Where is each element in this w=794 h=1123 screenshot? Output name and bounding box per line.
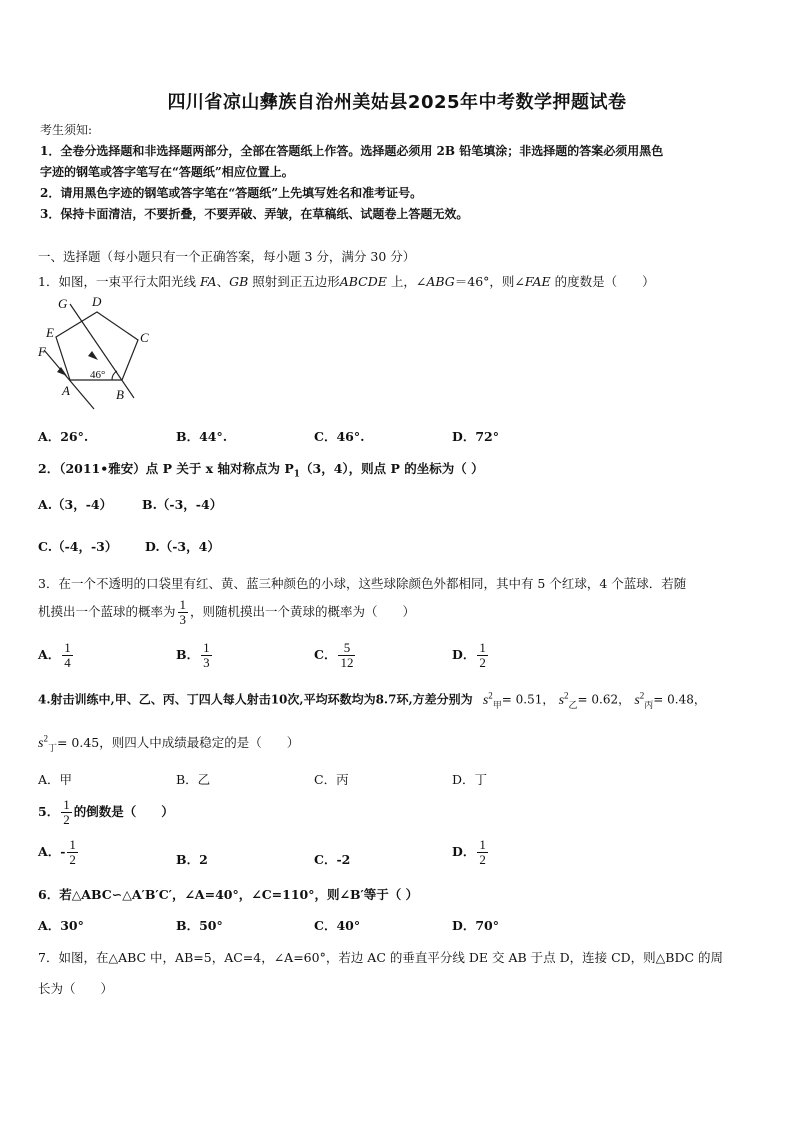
q2-option-c: C.（-4，-3） bbox=[38, 539, 118, 554]
label-e: E bbox=[46, 325, 54, 340]
notice-item-1-cont: 字迹的钢笔或答字笔写在“答题纸”相应位置上。 bbox=[40, 165, 294, 179]
notice-item-3: 3．保持卡面清洁，不要折叠，不要弄破、弄皱，在草稿纸、试题卷上答题无效。 bbox=[40, 207, 469, 221]
q4-option-a: A．甲 bbox=[38, 772, 73, 787]
q5-option-a: A．- $\frac{1}{2}$ bbox=[38, 837, 76, 867]
q3-option-d: D． $\frac{1}{2}$ bbox=[452, 640, 486, 670]
q6-option-c: C．40° bbox=[314, 918, 361, 933]
fraction: $\frac{1}{2}$ bbox=[69, 837, 76, 867]
section-heading: 一、选择题（每小题只有一个正确答案，每小题 3 分，满分 30 分） bbox=[38, 249, 416, 264]
fraction: $\frac{1}{2}$ bbox=[479, 640, 486, 670]
q1-option-a: A．26°. bbox=[38, 429, 89, 444]
fraction: $\frac{1}{2}$ bbox=[63, 797, 70, 827]
pentagon-figure bbox=[30, 292, 160, 412]
q4-option-c: C．丙 bbox=[314, 772, 349, 787]
question-1-stem: 1．如图，一束平行太阳光线 FA、GB 照射到正五边形ABCDE 上，∠ABG＝46°，则∠FAE 的度数是（ ） bbox=[38, 274, 655, 289]
q6-option-d: D．70° bbox=[452, 918, 499, 933]
question-2-stem: 2．（2011•雅安）点 P 关于 x 轴对称点为 $P_1(3$，4），则点 P 的坐标为（ ） bbox=[38, 461, 484, 480]
ray-gb bbox=[70, 304, 134, 398]
q3-option-c: C． $\frac{5}{12}$ bbox=[314, 640, 354, 670]
q1-option-b: B．44°. bbox=[176, 429, 228, 444]
question-7-line-2: 长为（ ） bbox=[38, 981, 114, 996]
page-title: 四川省凉山彝族自治州美姑县2025年中考数学押题试卷 bbox=[167, 92, 627, 113]
notice-heading: 考生须知: bbox=[40, 123, 93, 137]
q4-option-b: B．乙 bbox=[176, 772, 211, 787]
q3-option-a: A． $\frac{1}{4}$ bbox=[38, 640, 71, 670]
q1-option-c: C．46°. bbox=[314, 429, 365, 444]
q4-option-d: D．丁 bbox=[452, 772, 488, 787]
notice-item-1: 1．全卷分选择题和非选择题两部分，全部在答题纸上作答。选择题必须用 2B 铅笔填涂；非选择题的答案必须用黑色 bbox=[40, 144, 664, 158]
q6-option-a: A．30° bbox=[38, 918, 84, 933]
q3-option-b: B． $\frac{1}{3}$ bbox=[176, 640, 210, 670]
arrow-g bbox=[88, 351, 98, 360]
q2-option-b: B.（-3，-4） bbox=[142, 497, 223, 512]
label-angle: 46° bbox=[90, 369, 106, 381]
label-a: A bbox=[62, 383, 70, 398]
question-4-line-1: 4.射击训练中,甲、乙、丙、丁四人每人射击10次,平均环数均为8.7环,方差分别为 $s^2_甲= 0.51$， $s^2_乙= 0.62$， $s^2_丙= 0.48$， bbox=[38, 690, 706, 710]
fraction: $\frac{1}{3}$ bbox=[203, 640, 210, 670]
q2-option-a: A.（3，-4） bbox=[38, 497, 113, 512]
label-d: D bbox=[92, 294, 102, 309]
label-c: C bbox=[140, 330, 149, 345]
fraction: $\frac{1}{3}$ bbox=[179, 597, 187, 627]
q1-option-d: D．72° bbox=[452, 429, 499, 444]
question-4-line-2: $s^2_丁= 0.45$，则四人中成绩最稳定的是（ ） bbox=[38, 733, 300, 753]
q5-option-b: B．2 bbox=[176, 852, 208, 867]
notice-item-2: 2．请用黑色字迹的钢笔或答字笔在“答题纸”上先填写姓名和准考证号。 bbox=[40, 186, 423, 200]
label-g: G bbox=[58, 296, 68, 311]
question-5-stem: 5． $\frac{1}{2}$ 的倒数是（ ） bbox=[38, 797, 174, 827]
q5-option-d: D． $\frac{1}{2}$ bbox=[452, 837, 486, 867]
label-f: F bbox=[38, 344, 46, 359]
arrow-f bbox=[57, 367, 67, 376]
question-3-line-2: 机摸出一个蓝球的概率为 $\frac{1}{3}$ ，则随机摸出一个黄球的概率为（ ） bbox=[38, 597, 416, 627]
label-b: B bbox=[116, 387, 124, 402]
fraction: $\frac{5}{12}$ bbox=[340, 640, 354, 670]
fraction: $\frac{1}{2}$ bbox=[479, 837, 486, 867]
question-7-line-1: 7．如图，在△ABC 中，AB=5，AC=4，∠A=60°，若边 AC 的垂直平分线 DE 交 AB 于点 D，连接 CD，则△BDC 的周 bbox=[38, 950, 724, 965]
question-6-stem: 6．若△ABC∽△A′B′C′，∠A=40°，∠C=110°，则∠B′等于（ ） bbox=[38, 887, 419, 902]
q2-option-d: D.（-3，4） bbox=[145, 539, 220, 554]
fraction: $\frac{1}{4}$ bbox=[64, 640, 71, 670]
q5-option-c: C．-2 bbox=[314, 852, 351, 867]
q6-option-b: B．50° bbox=[176, 918, 223, 933]
question-3-line-1: 3．在一个不透明的口袋里有红、黄、蓝三种颜色的小球，这些球除颜色外都相同，其中有 5 个红球，4 个蓝球．若随 bbox=[38, 576, 687, 591]
